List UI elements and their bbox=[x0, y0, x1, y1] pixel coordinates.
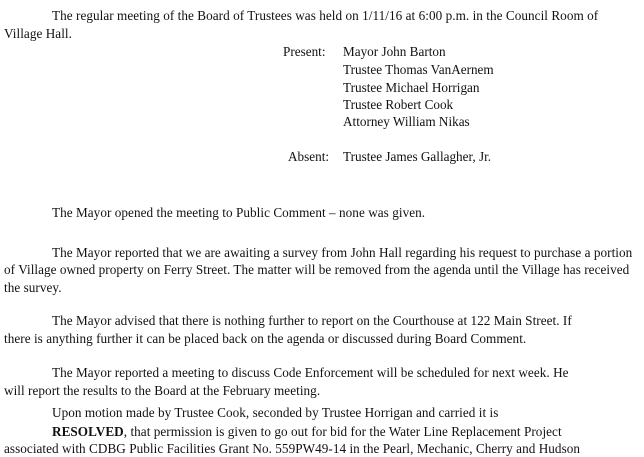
motion-paragraph: Upon motion made by Trustee Cook, seconded by Trustee Horrigan and carried it is bbox=[52, 405, 499, 420]
code-enforcement-paragraph-line: The Mayor reported a meeting to discuss Code Enforcement will be scheduled for next week. He bbox=[52, 365, 569, 380]
courthouse-paragraph-line: The Mayor advised that there is nothing further to report on the Courthouse at 122 Main Street. If bbox=[52, 313, 572, 328]
present-label: Present: bbox=[283, 44, 326, 59]
present-attendee: Trustee Robert Cook bbox=[343, 97, 454, 112]
resolved-paragraph-line: associated with CDBG Public Facilities Grant No. 559PW49-14 in the Pearl, Mechanic, Cherry and Hudson bbox=[4, 441, 581, 456]
survey-paragraph-line: the survey. bbox=[4, 280, 62, 295]
present-attendee: Attorney William Nikas bbox=[343, 114, 470, 129]
resolved-paragraph-line bbox=[52, 424, 562, 440]
courthouse-paragraph-line: there is anything further it can be placed back on the agenda or discussed during Board Comment. bbox=[4, 331, 527, 346]
resolved-text: , that permission is given to go out for bid for the Water Line Replacement Project bbox=[123, 424, 562, 439]
absent-attendee: Trustee James Gallagher, Jr. bbox=[343, 149, 492, 164]
present-attendee: Mayor John Barton bbox=[343, 44, 446, 59]
present-attendee: Trustee Thomas VanAernem bbox=[343, 62, 494, 77]
absent-label: Absent: bbox=[288, 149, 330, 164]
public-comment-paragraph: The Mayor opened the meeting to Public Comment – none was given. bbox=[52, 205, 426, 220]
resolved-label: RESOLVED bbox=[52, 424, 124, 439]
code-enforcement-paragraph-line: will report the results to the Board at the February meeting. bbox=[4, 383, 321, 398]
present-attendee: Trustee Michael Horrigan bbox=[343, 80, 480, 95]
intro-line-1: The regular meeting of the Board of Trustees was held on 1/11/16 at 6:00 p.m. in the Council Room of bbox=[52, 8, 599, 23]
survey-paragraph-line: The Mayor reported that we are awaiting a survey from John Hall regarding his request to purchase a portion bbox=[52, 245, 633, 260]
intro-line-2: Village Hall. bbox=[4, 26, 72, 41]
survey-paragraph-line: of Village owned property on Ferry Street. The matter will be removed from the agenda until the Village has received bbox=[4, 262, 630, 277]
